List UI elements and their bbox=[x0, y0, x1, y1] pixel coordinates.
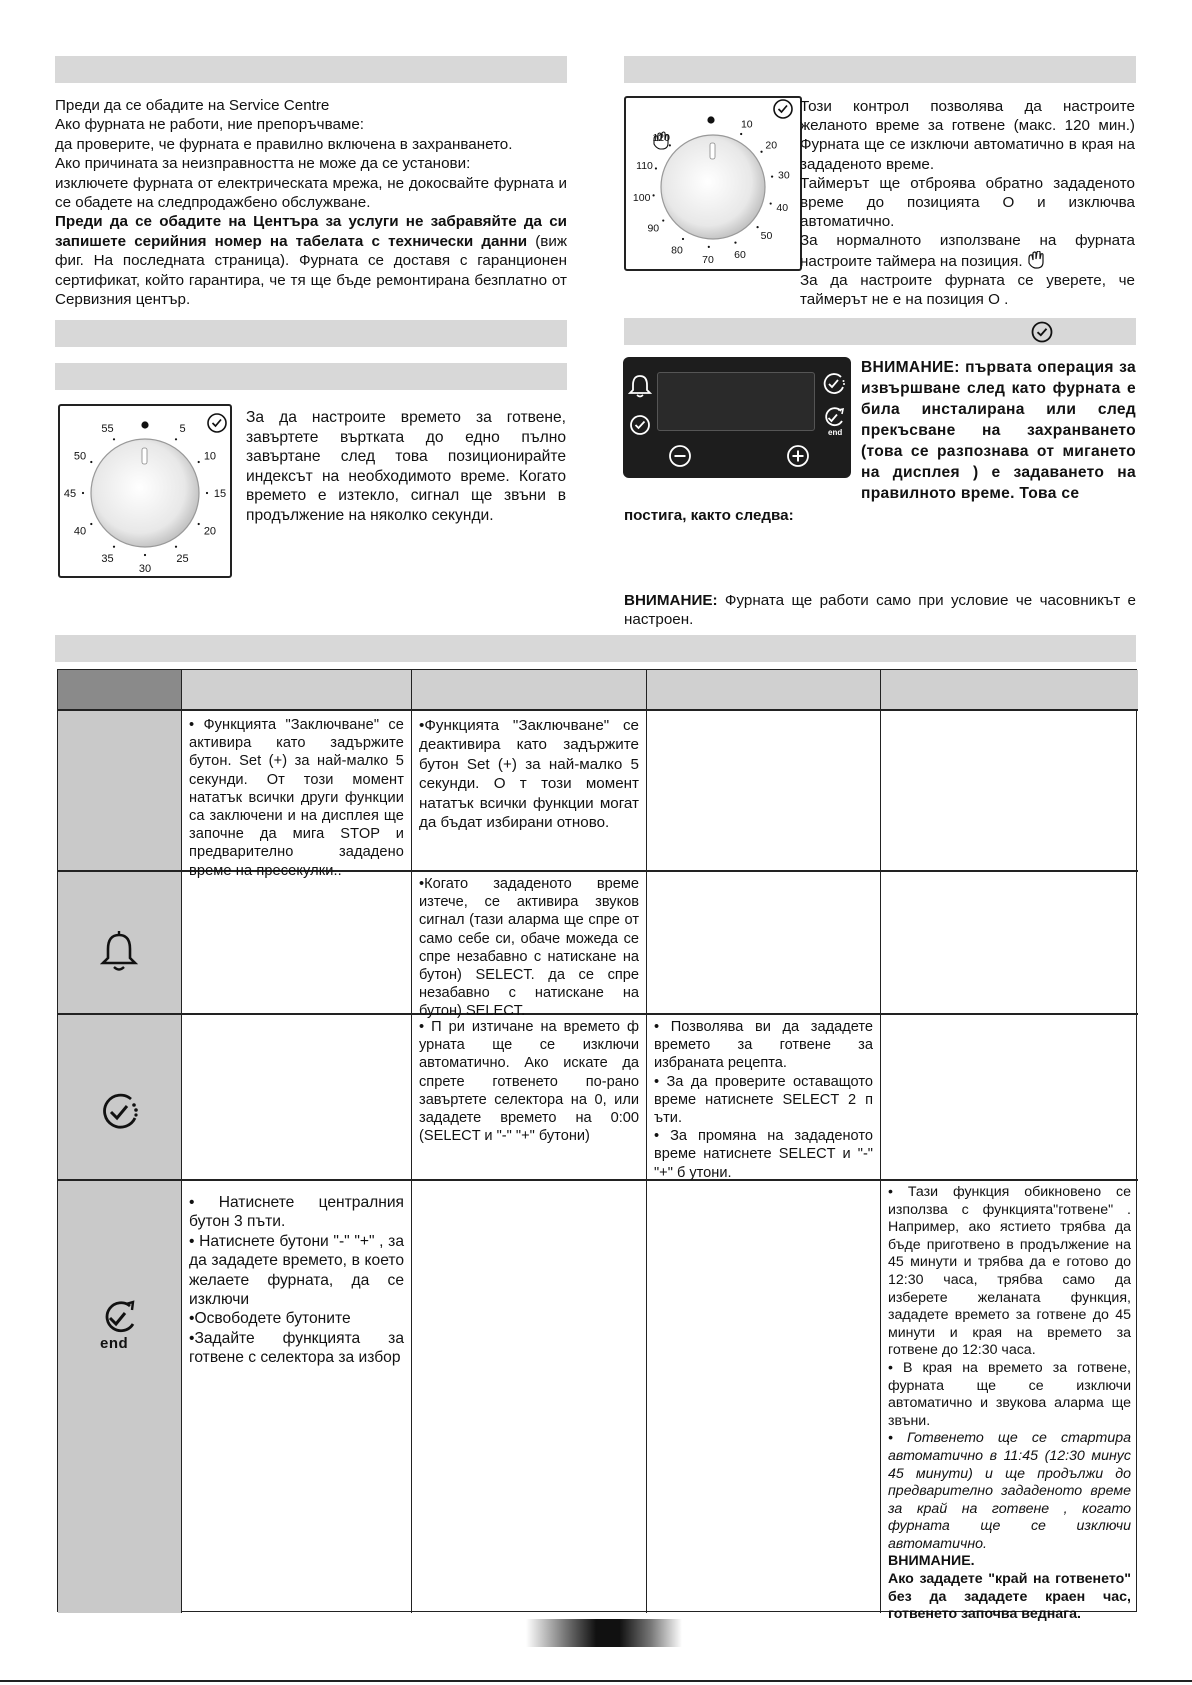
row4-col1 bbox=[182, 1190, 411, 1371]
timer120-dial-figure bbox=[624, 96, 802, 271]
service-line: Ако фурната не работи, ние препоръчваме: bbox=[55, 116, 365, 134]
section-bar-timer120 bbox=[624, 56, 1136, 83]
dial-tick-dot bbox=[708, 246, 710, 248]
row2-col2: •Когато зададеното време изтече, се активира звуков сигнал (тази аларма ще спре от само себе си, обаче можеда се спре незабавно с натискане на бутон) SELECT. да се спре незабавно с натискане на бутон) SELECT. bbox=[419, 876, 639, 1020]
dial-tick-label: 15 bbox=[213, 488, 227, 500]
timer60-dial-figure bbox=[58, 404, 232, 578]
dial-tick-dot bbox=[756, 226, 758, 228]
row4-col1-item: •Освободете бутоните bbox=[189, 1310, 351, 1328]
dial-tick-label: 10 bbox=[740, 118, 753, 131]
dial-tick-label: 50 bbox=[73, 450, 87, 463]
section-bar-left-2 bbox=[55, 320, 567, 347]
dial-tick-dot bbox=[662, 219, 664, 221]
minus-button[interactable] bbox=[668, 444, 692, 468]
footer-line bbox=[0, 1680, 1192, 1682]
dial-tick-dot bbox=[144, 554, 146, 556]
end-label: end bbox=[828, 428, 843, 437]
dial-tick-dot bbox=[760, 151, 762, 153]
timer120-line: Таймерът ще отброява обратно зададеното време до позицията О и изключва автоматично. bbox=[800, 174, 1135, 231]
clock-warning-text: ВНИМАНИЕ: първата операция за извършване след като фурната е била инсталирана или след прекъсване на захранването (това се разпознава от мигането на дисплея ) е задаването на правилното време. Това се bbox=[861, 359, 1136, 502]
row3-col3-item: • За промяна на зададеното време натиснете SELECT и "-" "+" б утони. bbox=[654, 1128, 873, 1181]
clock-check-icon bbox=[1030, 320, 1054, 344]
clock-check-button[interactable] bbox=[628, 413, 652, 437]
clock-warning-tail: постига, както следва: bbox=[624, 507, 794, 524]
dial-tick-label: 45 bbox=[63, 488, 77, 500]
bell-button[interactable] bbox=[628, 373, 652, 399]
table-header-icon bbox=[58, 670, 181, 711]
dial-tick-label: 70 bbox=[702, 253, 714, 266]
timer120-last: За да настроите фурната се уверете, че таймерът не е на позиция О . bbox=[800, 271, 1135, 309]
hand-icon bbox=[1027, 251, 1045, 269]
dial-tick-label: 40 bbox=[776, 201, 789, 214]
plus-button[interactable] bbox=[786, 444, 810, 468]
row4-col4 bbox=[881, 1181, 1138, 1627]
service-tail: (виж фиг. На последната страница). Фурната се доставя с гаранционен сертификат, който гарантира, че тя ще бъде ремонтирана безплатно от Сервизния център. bbox=[55, 232, 567, 309]
clock-display bbox=[657, 372, 815, 431]
dial-tick-dot bbox=[90, 523, 92, 525]
clock-check-icon bbox=[774, 100, 792, 118]
row4-col4-warning-text: Ако зададете "край на готвенето" без да зададете краен час, готвенето започва веднага. bbox=[888, 1571, 1131, 1623]
clock-control-panel bbox=[623, 357, 851, 478]
dial-tick-dot bbox=[82, 492, 84, 494]
duration-icon bbox=[98, 1090, 142, 1134]
dial-tick-label: 120 bbox=[652, 131, 670, 144]
dial-tick-dot bbox=[175, 438, 177, 440]
row3-col3 bbox=[647, 1015, 880, 1185]
service-bold-note: Преди да се обадите на Центъра за услуги не забравяйте да си запишете серийния номер на табелата с технически данни bbox=[55, 213, 567, 250]
dial-tick-label: 40 bbox=[73, 525, 87, 538]
table-header-col4 bbox=[880, 670, 1138, 711]
table-header-col3 bbox=[646, 670, 880, 711]
dial-tick-label: 80 bbox=[671, 244, 683, 257]
dial-tick-dot bbox=[669, 144, 671, 146]
service-line: Ако причината за неизправността не може да се установи: bbox=[55, 155, 471, 173]
dial-tick-dot bbox=[652, 194, 654, 196]
dial-tick-dot bbox=[198, 461, 200, 463]
row1-col2: •Функцията "Заключване" се деактивира като задържите бутон Set (+) за най-малко 5 секунди. О т този момент нататък всички функции могат да бъдат избирани отново. bbox=[419, 717, 639, 832]
row4-col4-p1: • Тази функция обикновено се използва с функцията"готвене" . Например, ако ястието трябва да бъде приготвено в продължение на 45 минути и трябва да е готово до 12:30 часа, трябва само да изберете желаната функция, зададете времето за готвене до 45 минути и края на времето за готвене до 12:30 часа. bbox=[888, 1184, 1131, 1359]
dial-tick-label: 25 bbox=[176, 552, 189, 565]
dial-tick-dot bbox=[734, 242, 736, 244]
dial-tick-label: 30 bbox=[778, 169, 790, 182]
row4-col1-item: • Натиснете бутони "-" "+" , за да зададете времето, в което желаете фурната, да се изключи bbox=[189, 1232, 404, 1309]
end-time-icon bbox=[98, 1299, 142, 1339]
duration-button[interactable] bbox=[821, 371, 847, 397]
row3-col2: • П ри изтичане на времето ф урната ще се изключи автоматично. Ако искате да спрете готвенето по-рано завъртете селектора на 0, или зададете времето на 0:00 (SELECT и "-" "+" бутони) bbox=[419, 1019, 639, 1145]
service-text bbox=[55, 96, 567, 309]
row4-col4-p2: • В края на времето за готвене, фурната ще се изключи автоматично и звукова аларма ще звъни. bbox=[888, 1359, 1131, 1429]
service-line: да проверите, че фурната е правилно включена в захранването. bbox=[55, 135, 513, 153]
timer120-line: За нормалното използване на фурната настроите таймера на позиция. bbox=[800, 232, 1135, 270]
row4-col4-warning: ВНИМАНИЕ. bbox=[888, 1553, 975, 1570]
dial-tick-label: 110 bbox=[636, 159, 653, 172]
row4-col1-item: • Натиснете централния бутон 3 пъти. bbox=[189, 1194, 404, 1231]
dial-tick-label: 5 bbox=[179, 423, 186, 436]
dial-tick-label: 90 bbox=[647, 222, 660, 235]
dial-tick-label: 55 bbox=[101, 423, 114, 436]
dial-tick-dot bbox=[740, 133, 742, 135]
dial-tick-dot bbox=[770, 202, 772, 204]
dial-tick-dot bbox=[90, 461, 92, 463]
row3-col3-item: • За да проверите оставащото време натиснете SELECT 2 п ъти. bbox=[654, 1073, 873, 1127]
timer120-text bbox=[800, 97, 1135, 309]
dial-tick-dot bbox=[113, 438, 115, 440]
bell-icon bbox=[99, 930, 139, 974]
service-line: изключете фурната от електрическата мрежа, не докосвайте фурната и се обадете на следпродажбено обслужване. bbox=[55, 174, 567, 212]
function-table bbox=[57, 669, 1137, 1623]
dial-tick-label: 10 bbox=[203, 450, 217, 463]
table-header-col1 bbox=[181, 670, 411, 711]
clock-warning2-text: Фурната ще работи само при условие че часовникът е настроен. bbox=[624, 592, 1136, 628]
page-number-tab bbox=[526, 1619, 682, 1647]
end-label: end bbox=[100, 1335, 129, 1352]
row1-col1: • Функцията "Заключване" се активира като задържите бутон. Set (+) за най-малко 5 секунди. От този момент нататък всички други функции са заключени и на дисплея ще започне да мига STOP и предварително зададено време на пресекулки.. bbox=[189, 717, 404, 879]
dial-tick-label: 20 bbox=[203, 525, 217, 538]
section-bar-timer60 bbox=[55, 363, 567, 390]
dial-tick-label: 100 bbox=[632, 192, 651, 205]
dial-tick-dot bbox=[206, 492, 208, 494]
dial-tick-label: 20 bbox=[765, 139, 778, 152]
end-time-button[interactable] bbox=[821, 407, 847, 429]
dial-tick-label: 50 bbox=[760, 230, 773, 243]
section-bar-clock bbox=[624, 318, 1136, 345]
dial-tick-dot bbox=[682, 238, 684, 240]
row4-col1-item: •Задайте функцията за готвене с селектора за избор bbox=[189, 1329, 404, 1367]
dial-tick-dot bbox=[113, 546, 115, 548]
dial-tick-label: 35 bbox=[101, 552, 114, 565]
section-bar-table bbox=[55, 635, 1136, 662]
icon-column bbox=[58, 670, 181, 1613]
section-bar-service bbox=[55, 56, 567, 83]
row3-col3-item: • Позволява ви да зададете времето за готвене за избраната рецепта. bbox=[654, 1019, 873, 1072]
dial-tick-label: 60 bbox=[734, 248, 746, 261]
dial-tick-dot bbox=[198, 523, 200, 525]
timer60-text: За да настроите времето за готвене, завъртете въртката до едно пълно завъртане след това позиционирайте индексът на необходимото време. Когато времето е изтекло, сигнал ще звъни в продължение на няколко секунди. bbox=[246, 409, 566, 524]
clock-warning2 bbox=[624, 591, 1136, 629]
service-line: Преди да се обадите на Service Centre bbox=[55, 97, 330, 114]
table-header-col2 bbox=[411, 670, 646, 711]
dial-tick-dot bbox=[175, 546, 177, 548]
clock-warning2-label: ВНИМАНИЕ: bbox=[624, 592, 718, 609]
clock-check-icon bbox=[208, 414, 226, 432]
dial-tick-dot bbox=[771, 175, 773, 177]
row4-col4-p3: • Готвенето ще се стартира автоматично в 11:45 (12:30 минус 45 минути) и ще продължи до предварително зададеното време за край на готвене , когато фурната ще се изключи автоматично. bbox=[888, 1430, 1131, 1552]
timer120-line: Този контрол позволява да настроите желаното време за готвене (макс. 120 мин.) Фурната ще се изключи автоматично в края на зададеното време. bbox=[800, 98, 1135, 173]
dial-tick-dot bbox=[655, 167, 657, 169]
dial-tick-label: 30 bbox=[138, 563, 152, 575]
